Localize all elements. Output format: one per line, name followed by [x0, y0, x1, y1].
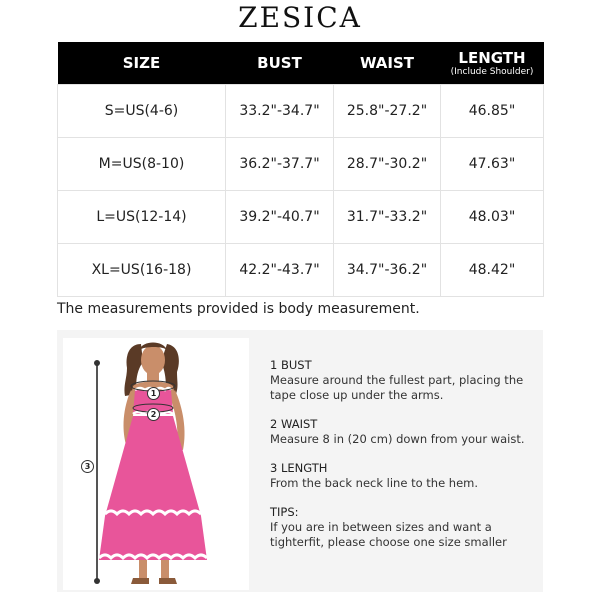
waist-text: Measure 8 in (20 cm) down from your waist. [270, 432, 525, 446]
brand-logo: ZESICA [238, 1, 362, 34]
header-length: LENGTH (Include Shoulder) [441, 42, 544, 84]
cell-waist: 31.7"-33.2" [334, 190, 441, 243]
cell-bust: 39.2"-40.7" [226, 190, 334, 243]
length-marker: 3 [81, 460, 94, 473]
table-row [58, 190, 544, 243]
table-header-row [58, 42, 544, 84]
measurement-guide-panel [57, 330, 543, 592]
bust-text: Measure around the fullest part, placing the tape close up under the arms. [270, 373, 524, 402]
tips-title: TIPS: [270, 505, 299, 519]
model-photo [63, 338, 249, 590]
cell-size: M=US(8-10) [58, 137, 226, 190]
header-waist: WAIST [334, 42, 441, 84]
waist-title: 2 WAIST [270, 417, 318, 431]
length-title: 3 LENGTH [270, 461, 328, 475]
cell-waist: 28.7"-30.2" [334, 137, 441, 190]
table-row [58, 137, 544, 190]
cell-bust: 42.2"-43.7" [226, 243, 334, 296]
tips-text: If you are in between sizes and want a tighterfit, please choose one size smaller [270, 520, 507, 549]
bust-marker: 1 [147, 387, 160, 400]
waist-marker: 2 [147, 408, 160, 421]
cell-waist: 34.7"-36.2" [334, 243, 441, 296]
waist-instruction [270, 417, 535, 447]
header-bust: BUST [226, 42, 334, 84]
measurement-instructions [270, 358, 535, 564]
measurement-note: The measurements provided is body measurement. [57, 301, 420, 317]
cell-bust: 33.2"-34.7" [226, 84, 334, 137]
cell-length: 46.85" [441, 84, 544, 137]
header-length-sub: (Include Shoulder) [450, 66, 534, 77]
cell-length: 47.63" [441, 137, 544, 190]
table-row [58, 243, 544, 296]
length-measure-line [96, 363, 98, 581]
bust-instruction [270, 358, 535, 403]
table-row [58, 84, 544, 137]
cell-size: L=US(12-14) [58, 190, 226, 243]
length-instruction [270, 461, 535, 491]
cell-length: 48.42" [441, 243, 544, 296]
length-end-dot [94, 578, 100, 584]
bust-title: 1 BUST [270, 358, 312, 372]
size-chart-table [57, 42, 544, 297]
length-text: From the back neck line to the hem. [270, 476, 479, 490]
cell-length: 48.03" [441, 190, 544, 243]
tips-instruction [270, 505, 535, 550]
header-size: SIZE [58, 42, 226, 84]
cell-waist: 25.8"-27.2" [334, 84, 441, 137]
cell-bust: 36.2"-37.7" [226, 137, 334, 190]
cell-size: XL=US(16-18) [58, 243, 226, 296]
length-start-dot [94, 360, 100, 366]
cell-size: S=US(4-6) [58, 84, 226, 137]
